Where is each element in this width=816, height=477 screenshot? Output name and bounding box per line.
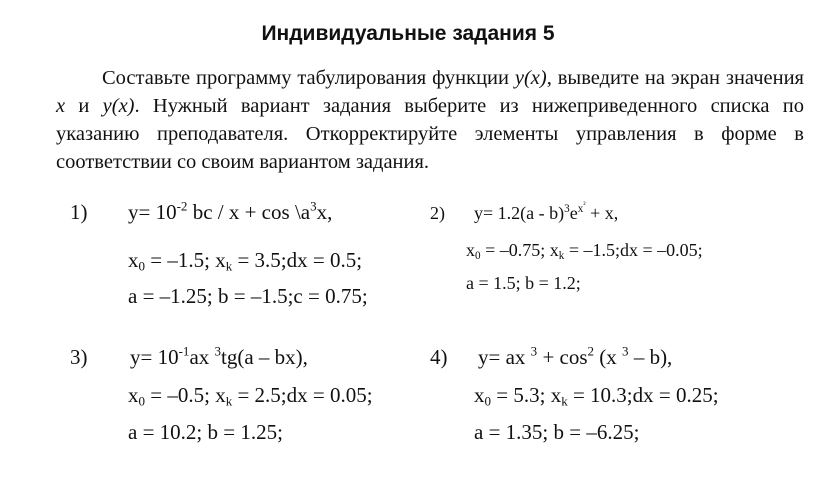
- formula-part: tg(a – bx),: [221, 345, 308, 369]
- variant-2-params: a = 1.5; b = 1.2;: [466, 273, 581, 293]
- formula-part: ax: [189, 345, 215, 369]
- range-part: = –0.5; x: [145, 383, 226, 407]
- range-subscript: k: [225, 258, 233, 274]
- variant-3-params: a = 10.2; b = 1.25;: [128, 420, 283, 444]
- range-subscript: 0: [475, 249, 481, 262]
- range-subscript: k: [225, 393, 233, 409]
- variant-3-range: [128, 383, 373, 408]
- variant-4-formula-row: [430, 345, 672, 370]
- range-part: = 10.3;dx = 0.25;: [567, 383, 719, 407]
- formula-part: \a: [294, 200, 311, 224]
- range-subscript: 0: [484, 393, 492, 409]
- variant-3-number: 3): [70, 345, 88, 369]
- variant-1-number: 1): [70, 200, 88, 224]
- desc-text-1: Составьте программу табулирования функции: [102, 67, 515, 89]
- range-part: = 2.5;dx = 0.05;: [232, 383, 373, 407]
- variant-3-formula: [130, 345, 308, 369]
- variant-2-number: 2): [430, 203, 445, 223]
- variant-3-formula-row: [70, 345, 308, 370]
- formula-exponent-base: x: [577, 202, 584, 215]
- formula-exponent: 2: [587, 343, 595, 359]
- range-subscript: 0: [138, 393, 146, 409]
- desc-func-2: x: [56, 95, 66, 117]
- formula-part: y= ax: [478, 345, 531, 369]
- formula-part: – b),: [628, 345, 673, 369]
- formula-part: bc / x + cos: [187, 200, 295, 224]
- variant-1-formula-row: [70, 200, 332, 225]
- desc-text-2: , выведите на экран значения: [546, 67, 804, 89]
- range-part: = –1.5;dx = –0.05;: [564, 240, 703, 260]
- formula-part: y= 10: [128, 200, 177, 224]
- variant-1-range: [128, 248, 362, 273]
- range-part: = –0.75; x: [480, 240, 559, 260]
- formula-part: e: [569, 203, 578, 223]
- formula-part: + x,: [585, 203, 619, 223]
- formula-exponent-power: ²: [583, 199, 586, 209]
- formula-part: + cos: [537, 345, 588, 369]
- variant-4-number: 4): [430, 345, 448, 369]
- desc-text-4: . Нужный вариант задания выберите из нижеприведенного списка по указанию преподавателя. Откорректируйте элементы управления в форме в соответствии со своим вариантом задания.: [56, 95, 804, 173]
- variant-1-params: a = –1.25; b = –1.5;c = 0.75;: [128, 284, 368, 308]
- formula-exponent: 3: [214, 343, 222, 359]
- variant-4-formula: [478, 345, 672, 369]
- range-part: = 5.3; x: [491, 383, 562, 407]
- formula-exponent: 3: [530, 343, 538, 359]
- range-part: x: [474, 383, 485, 407]
- formula-part: (x: [594, 345, 623, 369]
- desc-text-3: и: [65, 95, 103, 117]
- range-part: = 3.5;dx = 0.5;: [232, 248, 363, 272]
- range-part: = –1.5; x: [145, 248, 226, 272]
- task-description: [56, 64, 804, 176]
- formula-exponent: -1: [178, 343, 190, 359]
- formula-exponent: 3: [310, 198, 317, 214]
- range-part: x: [128, 383, 139, 407]
- variant-2-range: [466, 240, 703, 261]
- variant-2-formula: [474, 199, 619, 223]
- formula-part: y= 10: [130, 345, 179, 369]
- formula-exponent: -2: [176, 198, 188, 214]
- range-subscript: 0: [138, 258, 146, 274]
- formula-part: y= 1.2(a - b): [474, 203, 565, 223]
- formula-exponent: 3: [622, 343, 629, 359]
- range-part: x: [128, 248, 139, 272]
- page-title: Индивидуальные задания 5: [261, 22, 555, 45]
- variant-4-range: [474, 383, 719, 408]
- formula-exponent: [577, 199, 586, 215]
- variant-2-formula-row: [430, 199, 619, 224]
- formula-exponent: 3: [564, 202, 570, 215]
- variant-1-formula: [128, 200, 332, 224]
- desc-func-3: y(x): [102, 95, 135, 117]
- range-subscript: k: [561, 393, 568, 409]
- desc-func-1: y(x): [514, 67, 547, 89]
- range-subscript: k: [558, 249, 565, 262]
- formula-part: x,: [316, 200, 333, 224]
- range-part: x: [466, 240, 475, 260]
- variant-4-params: a = 1.35; b = –6.25;: [474, 420, 640, 444]
